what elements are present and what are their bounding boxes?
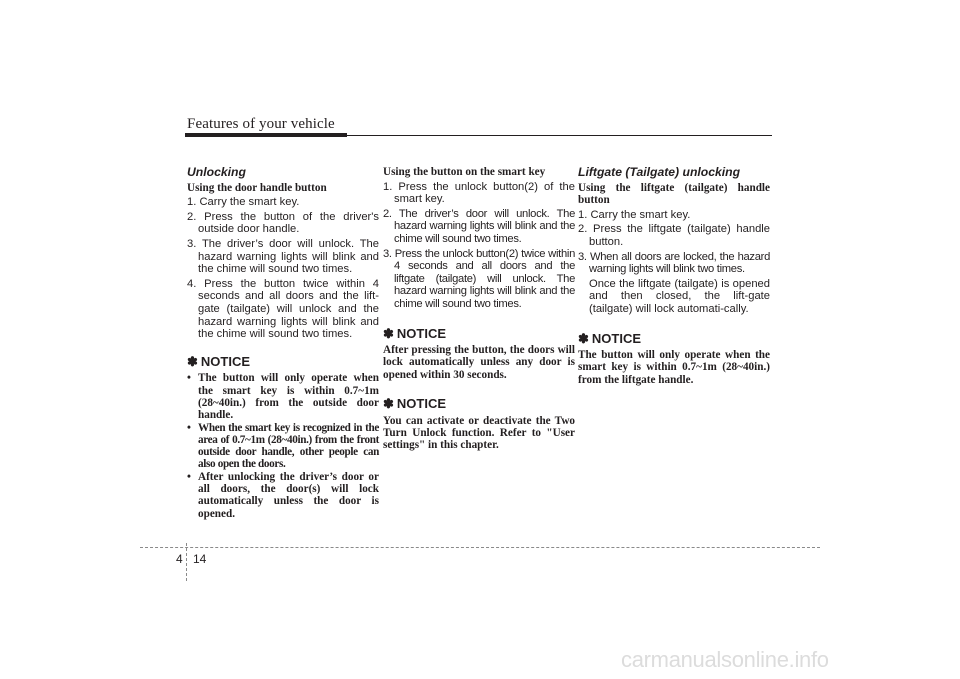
section-title-unlocking: Unlocking bbox=[187, 165, 246, 179]
step-item: 1. Carry the smart key. bbox=[187, 196, 300, 209]
subheading-door-handle-button: Using the door handle button bbox=[187, 181, 327, 194]
notice-body: After pressing the button, the doors will lock automatically unless any door is opened within 30 seconds. bbox=[383, 344, 575, 381]
notice-bullet-text: The button will only operate when the smart key is within 0.7~1m (28~40in.) from the outside door handle. bbox=[198, 372, 379, 422]
column-middle bbox=[383, 166, 575, 452]
footer-dashed-divider bbox=[186, 543, 187, 581]
step-item: 1. Press the unlock button(2) of the smart key. bbox=[383, 180, 575, 206]
notice-body: You can activate or deactivate the Two Turn Unlock function. Refer to "User settings" in this chapter. bbox=[383, 414, 575, 452]
step-item: 3. When all doors are locked, the hazard warning lights will blink two times. bbox=[578, 250, 770, 276]
notice-bullet-text: After unlocking the driver’s door or all doors, the door(s) will lock automatically unless the door is opened. bbox=[198, 470, 379, 520]
header-thin-rule bbox=[347, 135, 772, 136]
notice-body bbox=[187, 372, 379, 520]
notice-star-icon: ✽ bbox=[578, 330, 589, 346]
page-header-title: Features of your vehicle bbox=[187, 116, 335, 132]
step-continuation: Once the liftgate (tailgate) is opened and then closed, the lift-gate (tailgate) will lock automati-cally. bbox=[589, 277, 770, 315]
bullet-dot-icon: • bbox=[187, 421, 191, 434]
notice-label: NOTICE bbox=[396, 396, 447, 412]
column-right bbox=[578, 166, 770, 386]
header-thick-rule bbox=[185, 133, 347, 137]
notice-bullet bbox=[187, 422, 379, 471]
notice-label: NOTICE bbox=[396, 325, 447, 341]
notice-label: NOTICE bbox=[591, 330, 642, 346]
watermark-text: carmanualsonline.info bbox=[621, 647, 829, 672]
notice-star-icon: ✽ bbox=[383, 396, 394, 412]
page-number: 14 bbox=[193, 552, 207, 566]
column-left bbox=[187, 166, 379, 520]
notice-star-icon: ✽ bbox=[187, 353, 198, 369]
notice-star-icon: ✽ bbox=[383, 325, 394, 341]
step-item: 2. Press the button of the driver's outside door handle. bbox=[187, 210, 379, 236]
step-item: 2. Press the liftgate (tailgate) handle button. bbox=[578, 223, 770, 248]
step-item: 4. Press the button twice within 4 seconds and all doors and the lift-gate (tailgate) will unlock and the hazard warning lights will blink and the chime will sound two times. bbox=[187, 277, 379, 341]
section-title-liftgate: Liftgate (Tailgate) unlocking bbox=[578, 165, 741, 179]
step-item: 2. The driver’s door will unlock. The hazard warning lights will blink and the chime will sound two times. bbox=[383, 207, 575, 245]
notice-heading bbox=[383, 325, 575, 341]
notice-label: NOTICE bbox=[200, 353, 251, 369]
subheading-smart-key-button: Using the button on the smart key bbox=[383, 166, 546, 178]
notice-heading bbox=[187, 353, 379, 369]
bullet-dot-icon: • bbox=[187, 470, 191, 483]
subheading-liftgate-button: Using the liftgate (tailgate) handle button bbox=[578, 181, 770, 207]
notice-heading bbox=[383, 398, 575, 411]
notice-heading bbox=[578, 330, 770, 346]
footer-dashed-rule bbox=[140, 547, 820, 548]
bullet-dot-icon: • bbox=[187, 372, 191, 385]
step-item: 3. The driver’s door will unlock. The hazard warning lights will blink and the chime will sound two times. bbox=[187, 237, 379, 276]
notice-bullet bbox=[187, 471, 379, 520]
step-item: 3. Press the unlock button(2) twice within 4 seconds and all doors and the liftgate (tailgate) will unlock. The hazard warning lights will blink and the chime will sound two times. bbox=[383, 247, 575, 310]
step-item: 1. Carry the smart key. bbox=[578, 208, 691, 221]
notice-body: The button will only operate when the smart key is within 0.7~1m (28~40in.) from the liftgate handle. bbox=[578, 349, 770, 386]
notice-bullet-text: When the smart key is recognized in the area of 0.7~1m (28~40in.) from the front outside door handle, other people can also open the doors. bbox=[198, 421, 379, 471]
notice-bullet bbox=[187, 372, 379, 421]
chapter-number: 4 bbox=[176, 552, 183, 566]
